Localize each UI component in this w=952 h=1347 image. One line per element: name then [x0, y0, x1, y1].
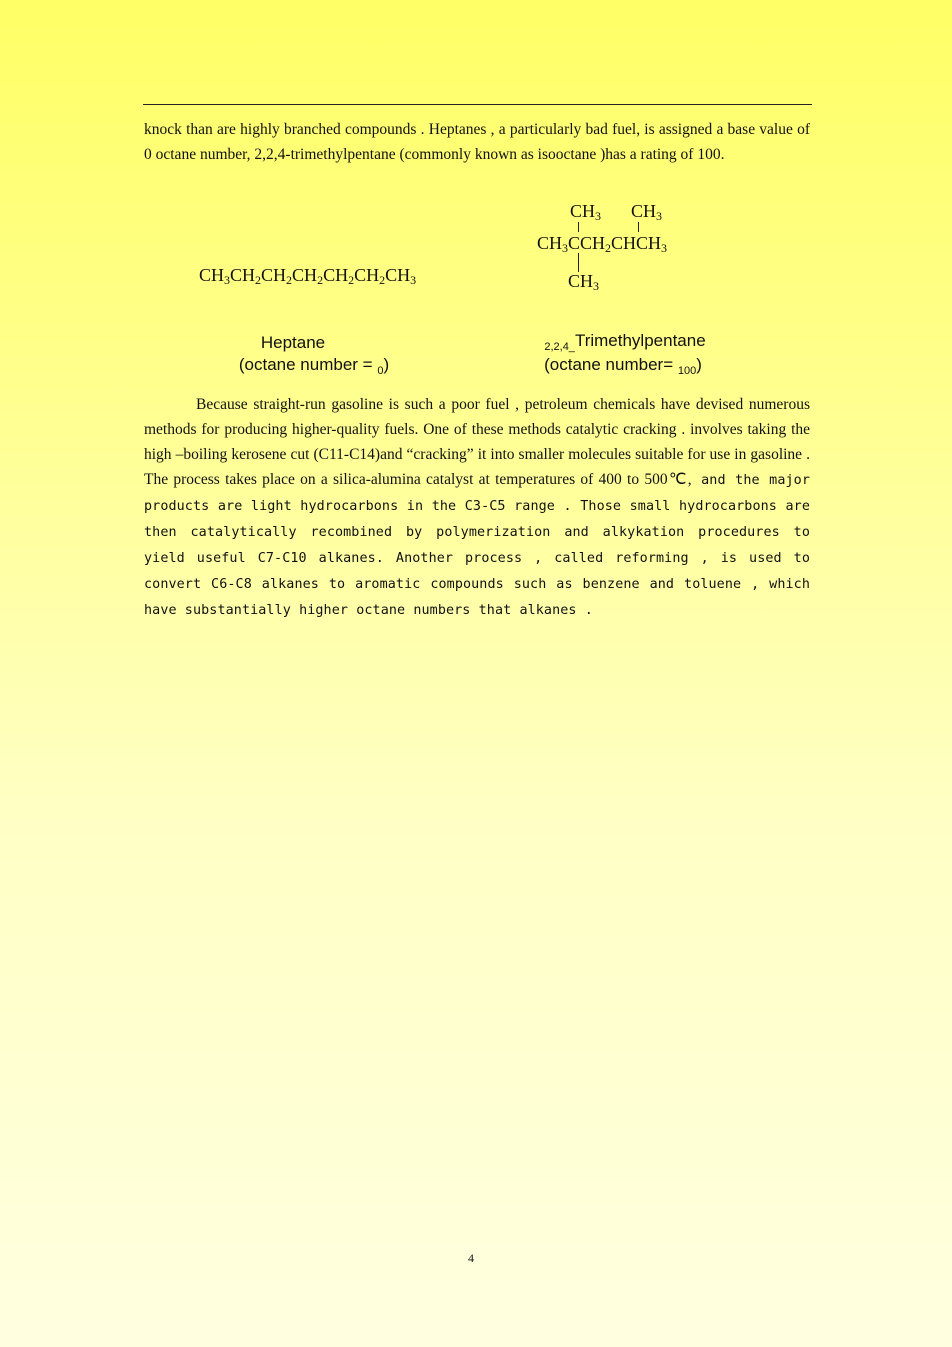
heptane-formula: $CH_3CH_2CH_2CH_2CH_2CH_2CH_3$: [199, 265, 417, 287]
bond-bottom: [578, 253, 579, 272]
paragraph-intro: knock than are highly branched compounds . Heptanes , a particularly bad fuel, is assigned a base value of 0 octane number, 2,2,4-trimethylpentane (commonly known as isooctane )has a rating of 100.: [144, 121, 810, 163]
isooctane-name: $_{2,2,4\_}$Trimethylpentane: [544, 331, 706, 353]
isooctane-top-right-methyl: $CH_3$: [631, 201, 663, 223]
isooctane-top-left-methyl: $CH_3$: [570, 201, 602, 223]
page-number: 4: [468, 1251, 474, 1265]
heptane-octane-number: (octane number = $_0$): [238, 355, 390, 377]
isooctane-octane-number: (octane number= $_{100}$): [544, 355, 702, 377]
isooctane-bottom-methyl: $CH_3$: [568, 271, 600, 293]
bond-top-left: [578, 222, 579, 232]
isooctane-main-chain: $CH_3CCH_2CHCH_3$: [537, 233, 668, 255]
paragraph-cracking: Because straight-run gasoline is such a poor fuel , petroleum chemicals have devised numerous methods for producing higher-quality fuels. One of these methods catalytic cracking . involves taking the high –boiling kerosene cut (C11-C14)and “cracking” it into smaller molecules suitable for use in gasoline . The process takes place on a silica-alumina catalyst at temperatures of 400 to 500℃, and the major products are light hydrocarbons in the C3-C5 range . Those small hydrocarbons are then catalytically recombined by polymerization and alkykation procedures to yield useful C7-C10 alkanes. Another process , called reforming , is used to convert C6-C8 alkanes to aromatic compounds such as benzene and toluene , which have substantially higher octane numbers that alkanes .: [144, 396, 810, 618]
header-rule: [143, 104, 812, 105]
heptane-name: Heptane: [260, 333, 326, 352]
bond-top-right: [638, 222, 639, 232]
